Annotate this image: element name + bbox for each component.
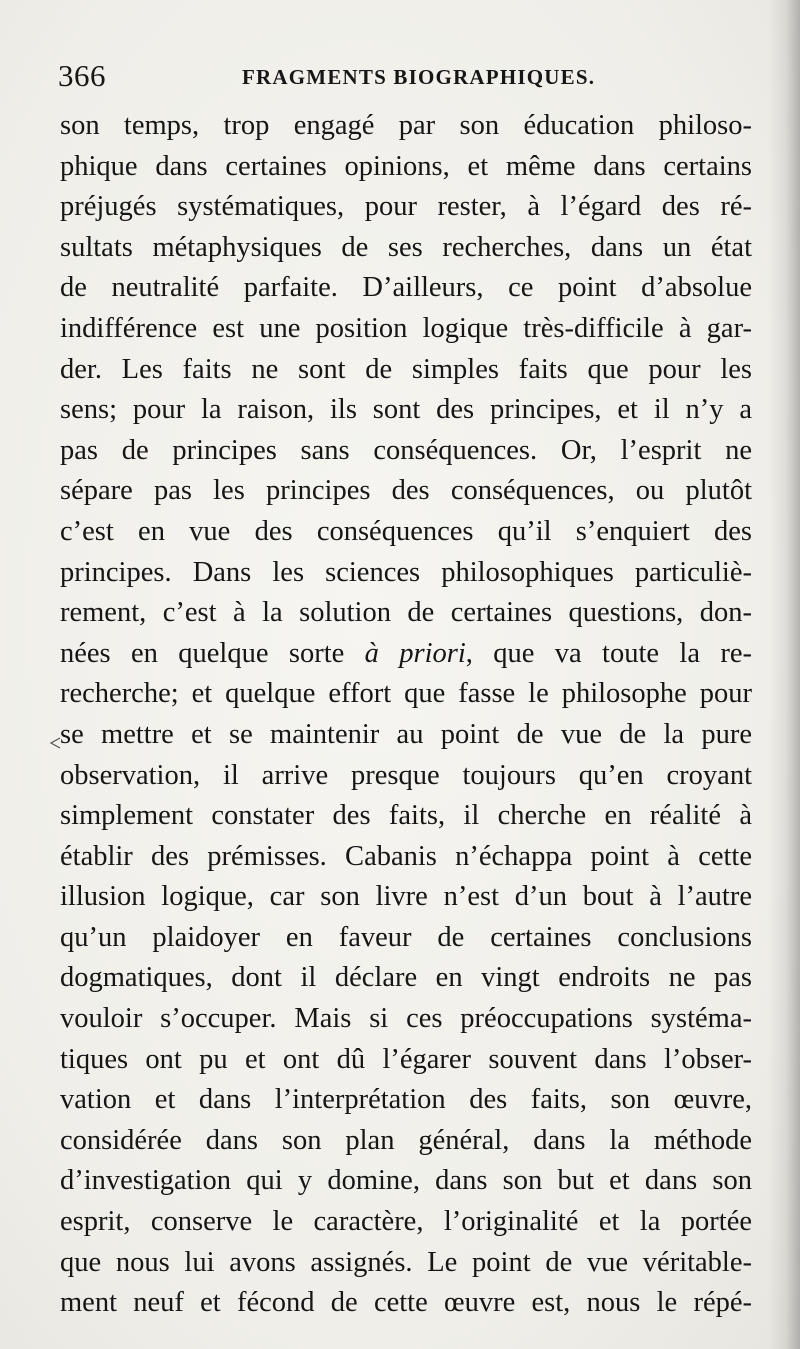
text-line: rement, c’est à la solution de certaines questions, don- xyxy=(60,597,752,629)
page-edge-shadow xyxy=(768,0,800,1349)
text-line: simplement constater des faits, il cherche en réalité à xyxy=(60,800,752,832)
text-line: principes. Dans les sciences philosophiques particuliè- xyxy=(60,556,752,588)
text-line: son temps, trop engagé par son éducation philoso- xyxy=(60,110,752,141)
text-line: considérée dans son plan général, dans la méthode xyxy=(60,1124,752,1156)
text-line: tiques ont pu et ont dû l’égarer souvent dans l’obser- xyxy=(60,1043,752,1075)
text-line: que nous lui avons assignés. Le point de vue véritable- xyxy=(60,1246,752,1278)
text-line: sultats métaphysiques de ses recherches, dans un état xyxy=(60,231,752,263)
text-line: c’est en vue des conséquences qu’il s’enquiert des xyxy=(60,515,752,547)
italic-phrase: à priori xyxy=(364,637,466,669)
text-run: , que va toute la re- xyxy=(465,637,752,669)
text-run: nées en quelque sorte xyxy=(60,637,365,669)
text-line: vouloir s’occuper. Mais si ces préoccupations systéma- xyxy=(60,1003,752,1035)
text-line-with-italic xyxy=(60,634,752,675)
running-title: FRAGMENTS BIOGRAPHIQUES. xyxy=(242,65,596,89)
text-line: préjugés systématiques, pour rester, à l’égard des ré- xyxy=(60,191,752,223)
text-line: se mettre et se maintenir au point de vue de la pure xyxy=(60,718,752,750)
text-line: vation et dans l’interprétation des faits, son œuvre, xyxy=(60,1084,752,1116)
text-line: der. Les faits ne sont de simples faits que pour les xyxy=(60,353,752,385)
text-line: phique dans certaines opinions, et même dans certains xyxy=(60,150,752,182)
text-line: esprit, conserve le caractère, l’originalité et la portée xyxy=(60,1206,752,1238)
text-line: d’investigation qui y domine, dans son but et dans son xyxy=(60,1165,752,1197)
page-number: 366 xyxy=(58,58,106,93)
text-line: illusion logique, car son livre n’est d’un bout à l’autre xyxy=(60,881,752,913)
text-line: sépare pas les principes des conséquences, ou plutôt xyxy=(60,475,752,507)
text-line: indifférence est une position logique très-difficile à gar- xyxy=(60,312,752,344)
text-line: de neutralité parfaite. D’ailleurs, ce point d’absolue xyxy=(60,272,752,304)
text-line: établir des prémisses. Cabanis n’échappa point à cette xyxy=(60,840,752,872)
text-line: dogmatiques, dont il déclare en vingt endroits ne pas xyxy=(60,962,752,994)
body-text xyxy=(60,106,752,1324)
text-line: observation, il arrive presque toujours qu’en croyant xyxy=(60,759,752,791)
text-line: qu’un plaidoyer en faveur de certaines conclusions xyxy=(60,921,752,953)
text-line: recherche; et quelque effort que fasse le philosophe pour xyxy=(60,678,752,710)
text-line: pas de principes sans conséquences. Or, l’esprit ne xyxy=(60,434,752,466)
text-line: sens; pour la raison, ils sont des principes, et il n’y a xyxy=(60,394,752,426)
page-header xyxy=(58,56,618,96)
text-line: ment neuf et fécond de cette œuvre est, nous le répé- xyxy=(60,1287,752,1319)
